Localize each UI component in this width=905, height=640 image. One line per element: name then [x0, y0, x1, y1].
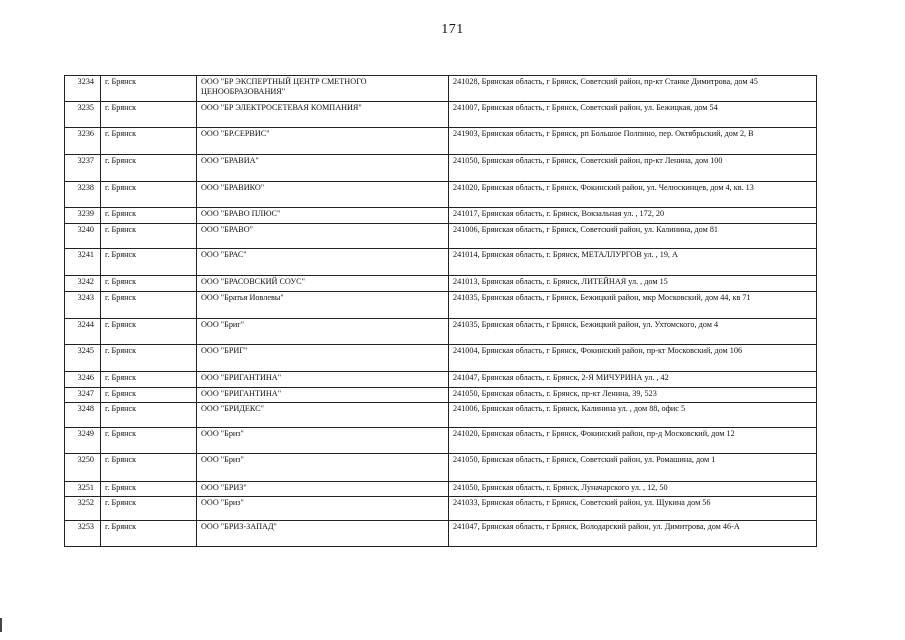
- row-number: 3237: [65, 155, 101, 182]
- row-address: 241020, Брянская область, г Брянск, Фокинский район, ул. Челюскинцев, дом 4, кв. 13: [449, 182, 817, 208]
- row-number: 3251: [65, 482, 101, 497]
- row-number: 3240: [65, 224, 101, 249]
- row-company-name: ООО "БРАСОВСКИЙ СОУС": [197, 276, 449, 292]
- row-address: 241028, Брянская область, г Брянск, Советский район, пр-кт Станке Димитрова, дом 45: [449, 76, 817, 102]
- row-address: 241047, Брянская область, г. Брянск, 2-Я МИЧУРИНА ул. , 42: [449, 372, 817, 388]
- row-city: г. Брянск: [101, 497, 197, 521]
- row-address: 241014, Брянская область, г. Брянск, МЕТАЛЛУРГОВ ул. , 19, А: [449, 249, 817, 276]
- row-city: г. Брянск: [101, 76, 197, 102]
- row-city: г. Брянск: [101, 521, 197, 547]
- row-city: г. Брянск: [101, 276, 197, 292]
- row-company-name: ООО "БРИГАНТИНА": [197, 388, 449, 403]
- row-city: г. Брянск: [101, 182, 197, 208]
- row-company-name: ООО "БР ЭКСПЕРТНЫЙ ЦЕНТР СМЕТНОГО ЦЕНООБРАЗОВАНИЯ": [197, 76, 449, 102]
- row-city: г. Брянск: [101, 102, 197, 128]
- row-number: 3234: [65, 76, 101, 102]
- row-number: 3253: [65, 521, 101, 547]
- row-number: 3250: [65, 454, 101, 482]
- row-number: 3236: [65, 128, 101, 155]
- table-row: [65, 482, 817, 497]
- row-number: 3242: [65, 276, 101, 292]
- row-number: 3252: [65, 497, 101, 521]
- row-number: 3247: [65, 388, 101, 403]
- row-number: 3248: [65, 403, 101, 428]
- table-row: [65, 319, 817, 345]
- row-city: г. Брянск: [101, 428, 197, 454]
- registry-table: [64, 75, 817, 547]
- row-company-name: ООО "БРАВИКО": [197, 182, 449, 208]
- row-address: 241013, Брянская область, г. Брянск, ЛИТЕЙНАЯ ул. , дом 15: [449, 276, 817, 292]
- row-city: г. Брянск: [101, 224, 197, 249]
- row-company-name: ООО "Бриз": [197, 428, 449, 454]
- scan-edge-mark: [0, 618, 2, 632]
- table-row: [65, 497, 817, 521]
- row-city: г. Брянск: [101, 345, 197, 372]
- row-company-name: ООО "Братья Иовлевы": [197, 292, 449, 319]
- row-number: 3246: [65, 372, 101, 388]
- row-number: 3239: [65, 208, 101, 224]
- row-city: г. Брянск: [101, 128, 197, 155]
- row-company-name: ООО "Бриз": [197, 497, 449, 521]
- row-address: 241017, Брянская область, г. Брянск, Вокзальная ул. , 172, 20: [449, 208, 817, 224]
- table-row: [65, 224, 817, 249]
- table-row: [65, 76, 817, 102]
- row-address: 241033, Брянская область, г Брянск, Советский район, ул. Щукина дом 56: [449, 497, 817, 521]
- table-row: [65, 372, 817, 388]
- row-number: 3245: [65, 345, 101, 372]
- row-address: 241050, Брянская область, г Брянск, Советский район, пр-кт Ленина, дом 100: [449, 155, 817, 182]
- table-row: [65, 208, 817, 224]
- row-city: г. Брянск: [101, 319, 197, 345]
- row-company-name: ООО "БРАВИА": [197, 155, 449, 182]
- row-address: 241035, Брянская область, г Брянск, Бежицкий район, мкр Московский, дом 44, кв 71: [449, 292, 817, 319]
- row-number: 3238: [65, 182, 101, 208]
- row-address: 241006, Брянская область, г Брянск, Советский район, ул. Калинина, дом 81: [449, 224, 817, 249]
- row-address: 241007, Брянская область, г Брянск, Советский район, ул. Бежицкая, дом 54: [449, 102, 817, 128]
- table-row: [65, 276, 817, 292]
- table-row: [65, 292, 817, 319]
- row-company-name: ООО "Бриг": [197, 319, 449, 345]
- row-address: 241050, Брянская область, г Брянск, Советский район, ул. Ромашина, дом 1: [449, 454, 817, 482]
- row-company-name: ООО "БРАВО": [197, 224, 449, 249]
- page-number: 171: [441, 22, 464, 37]
- row-company-name: ООО "Бриз": [197, 454, 449, 482]
- row-number: 3235: [65, 102, 101, 128]
- row-address: 241050, Брянская область, г. Брянск, Луначарского ул. , 12, 50: [449, 482, 817, 497]
- table-row: [65, 454, 817, 482]
- row-company-name: ООО "БРИЗ-ЗАПАД": [197, 521, 449, 547]
- row-city: г. Брянск: [101, 208, 197, 224]
- row-address: 241004, Брянская область, г Брянск, Фокинский район, пр-кт Московский, дом 106: [449, 345, 817, 372]
- row-city: г. Брянск: [101, 372, 197, 388]
- table-row: [65, 249, 817, 276]
- row-address: 241020, Брянская область, г Брянск, Фокинский район, пр-д Московский, дом 12: [449, 428, 817, 454]
- row-address: 241050, Брянская область, г. Брянск, пр-кт Ленина, 39, 523: [449, 388, 817, 403]
- row-city: г. Брянск: [101, 403, 197, 428]
- row-company-name: ООО "БРАВО ПЛЮС": [197, 208, 449, 224]
- row-address: 241903, Брянская область, г Брянск, рп Большое Полпино, пер. Октябрьский, дом 2, В: [449, 128, 817, 155]
- row-address: 241006, Брянская область, г. Брянск, Калинина ул. , дом 88, офис 5: [449, 403, 817, 428]
- row-company-name: ООО "БР.СЕРВИС": [197, 128, 449, 155]
- row-city: г. Брянск: [101, 482, 197, 497]
- row-address: 241035, Брянская область, г Брянск, Бежицкий район, ул. Ухтомского, дом 4: [449, 319, 817, 345]
- table-row: [65, 182, 817, 208]
- table-row: [65, 102, 817, 128]
- row-city: г. Брянск: [101, 292, 197, 319]
- row-company-name: ООО "БРИГ": [197, 345, 449, 372]
- table-row: [65, 345, 817, 372]
- table-row: [65, 403, 817, 428]
- row-company-name: ООО "БРИДЕКС": [197, 403, 449, 428]
- row-number: 3241: [65, 249, 101, 276]
- row-company-name: ООО "БРИЗ": [197, 482, 449, 497]
- table-row: [65, 128, 817, 155]
- row-city: г. Брянск: [101, 388, 197, 403]
- table-row: [65, 521, 817, 547]
- row-company-name: ООО "БР ЭЛЕКТРОСЕТЕВАЯ КОМПАНИЯ": [197, 102, 449, 128]
- row-number: 3249: [65, 428, 101, 454]
- table-row: [65, 388, 817, 403]
- row-company-name: ООО "БРИГАНТИНА": [197, 372, 449, 388]
- row-address: 241047, Брянская область, г Брянск, Володарский район, ул. Димитрова, дом 46-А: [449, 521, 817, 547]
- table-row: [65, 428, 817, 454]
- row-city: г. Брянск: [101, 454, 197, 482]
- row-number: 3244: [65, 319, 101, 345]
- row-city: г. Брянск: [101, 155, 197, 182]
- row-company-name: ООО "БРАС": [197, 249, 449, 276]
- table-row: [65, 155, 817, 182]
- row-city: г. Брянск: [101, 249, 197, 276]
- row-number: 3243: [65, 292, 101, 319]
